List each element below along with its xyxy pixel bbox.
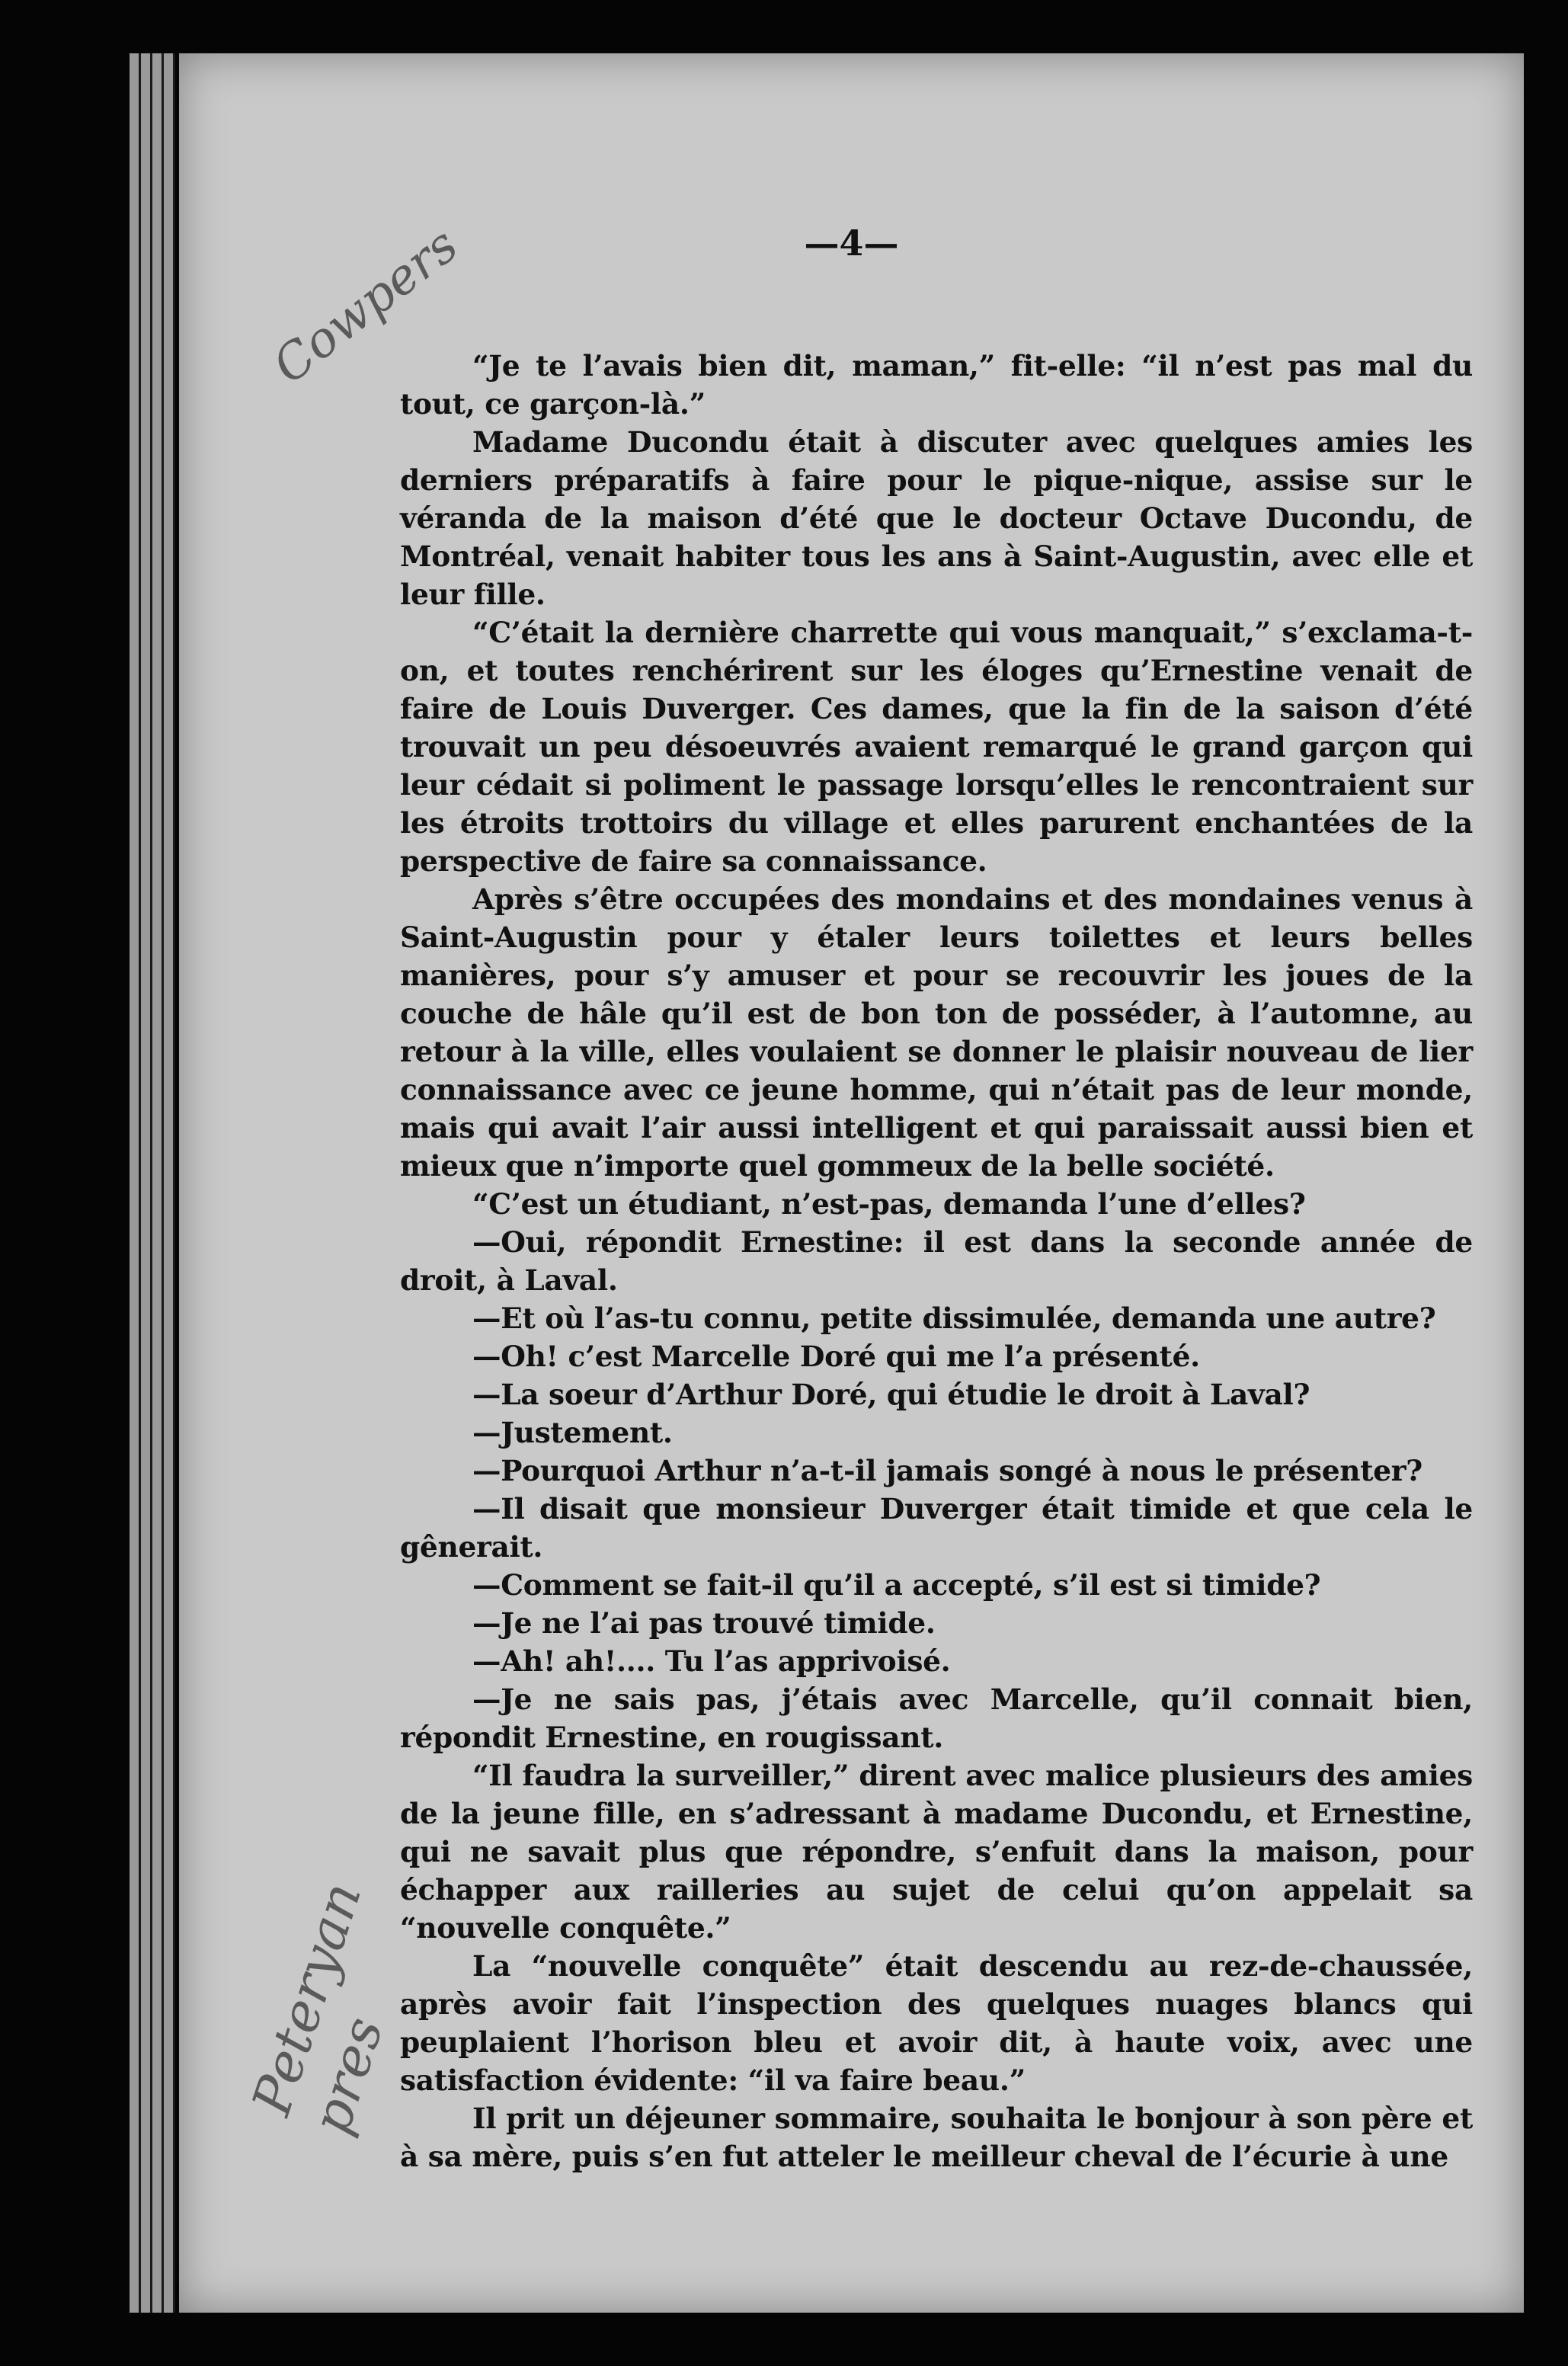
- paragraph: —Oui, répondit Ernestine: il est dans la seconde année de droit, à Laval.: [400, 1225, 1473, 1297]
- paragraph: Il prit un déjeuner sommaire, souhaita le bonjour à son père et à sa mère, puis s’en fut atteler le meilleur cheval de l’écurie à une: [400, 2102, 1473, 2173]
- page-edge: [130, 53, 141, 2313]
- paragraph: La “nouvelle conquête” était descendu au rez-de-chaussée, après avoir fait l’inspection des quelques nuages blancs qui peuplaient l’horison bleu et avoir dit, à haute voix, avec une satisfaction évidente: “il va faire beau.”: [400, 1949, 1473, 2097]
- paragraph: “Je te l’avais bien dit, maman,” fit-elle: “il n’est pas mal du tout, ce garçon-là.”: [400, 349, 1473, 421]
- paragraph: —Ah! ah!.... Tu l’as apprivoisé.: [472, 1644, 951, 1678]
- page-edge: [152, 53, 164, 2313]
- paragraph: —Il disait que monsieur Duverger était timide et que cela le gênerait.: [400, 1492, 1473, 1564]
- paragraph: —Comment se fait-il qu’il a accepté, s’il est si timide?: [472, 1568, 1321, 1602]
- paragraph: —Oh! c’est Marcelle Doré qui me l’a présenté.: [472, 1340, 1200, 1373]
- paragraph: —Je ne sais pas, j’étais avec Marcelle, qu’il connait bien, répondit Ernestine, en rougissant.: [400, 1682, 1473, 1754]
- paragraph: “Il faudra la surveiller,” dirent avec malice plusieurs des amies de la jeune fille, en s’adressant à madame Ducondu, et Ernestine, qui ne savait plus que répondre, s’enfuit dans la maison, pour échapper aux railleries au sujet de celui qu’on appelait sa “nouvelle conquête.”: [400, 1759, 1473, 1945]
- margin-note-handwritten: Cowpers: [263, 216, 469, 395]
- paragraph: “C’est un étudiant, n’est-pas, demanda l’une d’elles?: [472, 1187, 1306, 1221]
- paragraph: —La soeur d’Arthur Doré, qui étudie le droit à Laval?: [472, 1378, 1310, 1411]
- page-edge: [164, 53, 175, 2313]
- paragraph: —Pourquoi Arthur n’a-t-il jamais songé à nous le présenter?: [472, 1454, 1422, 1487]
- page-number: —4—: [804, 223, 899, 264]
- book-page: [179, 53, 1524, 2313]
- paragraph: “C’était la dernière charrette qui vous manquait,” s’exclama-t-on, et toutes renchérirent sur les éloges qu’Ernestine venait de faire de Louis Duverger. Ces dames, que la fin de la saison d’été trouvait un peu désoeuvrés avaient remarqué le grand garçon qui leur cédait si poliment le passage lorsqu’elles le rencontraient sur les étroits trottoirs du village et elles parurent enchantées de la perspective de faire sa connaissance.: [400, 616, 1473, 878]
- paragraph: —Je ne l’ai pas trouvé timide.: [472, 1606, 936, 1640]
- paragraph: Après s’être occupées des mondains et des mondaines venus à Saint-Augustin pour y étaler leurs toilettes et leurs belles manières, pour s’y amuser et pour se recouvrir les joues de la couche de hâle qu’il est de bon ton de posséder, à l’automne, au retour à la ville, elles voulaient se donner le plaisir nouveau de lier connaissance avec ce jeune homme, qui n’était pas de leur monde, mais qui avait l’air aussi intelligent et qui paraissait aussi bien et mieux que n’importe quel gommeux de la belle société.: [400, 882, 1473, 1183]
- paragraph: Madame Ducondu était à discuter avec quelques amies les derniers préparatifs à faire pour le pique-nique, assise sur le véranda de la maison d’été que le docteur Octave Ducondu, de Montréal, venait habiter tous les ans à Saint-Augustin, avec elle et leur fille.: [400, 425, 1473, 611]
- paragraph: —Et où l’as-tu connu, petite dissimulée, demanda une autre?: [472, 1301, 1436, 1335]
- page-edge: [141, 53, 152, 2313]
- paragraph: —Justement.: [472, 1416, 673, 1449]
- margin-note-handwritten: Peteryan pres: [240, 1875, 396, 2142]
- body-text: [400, 347, 1473, 2176]
